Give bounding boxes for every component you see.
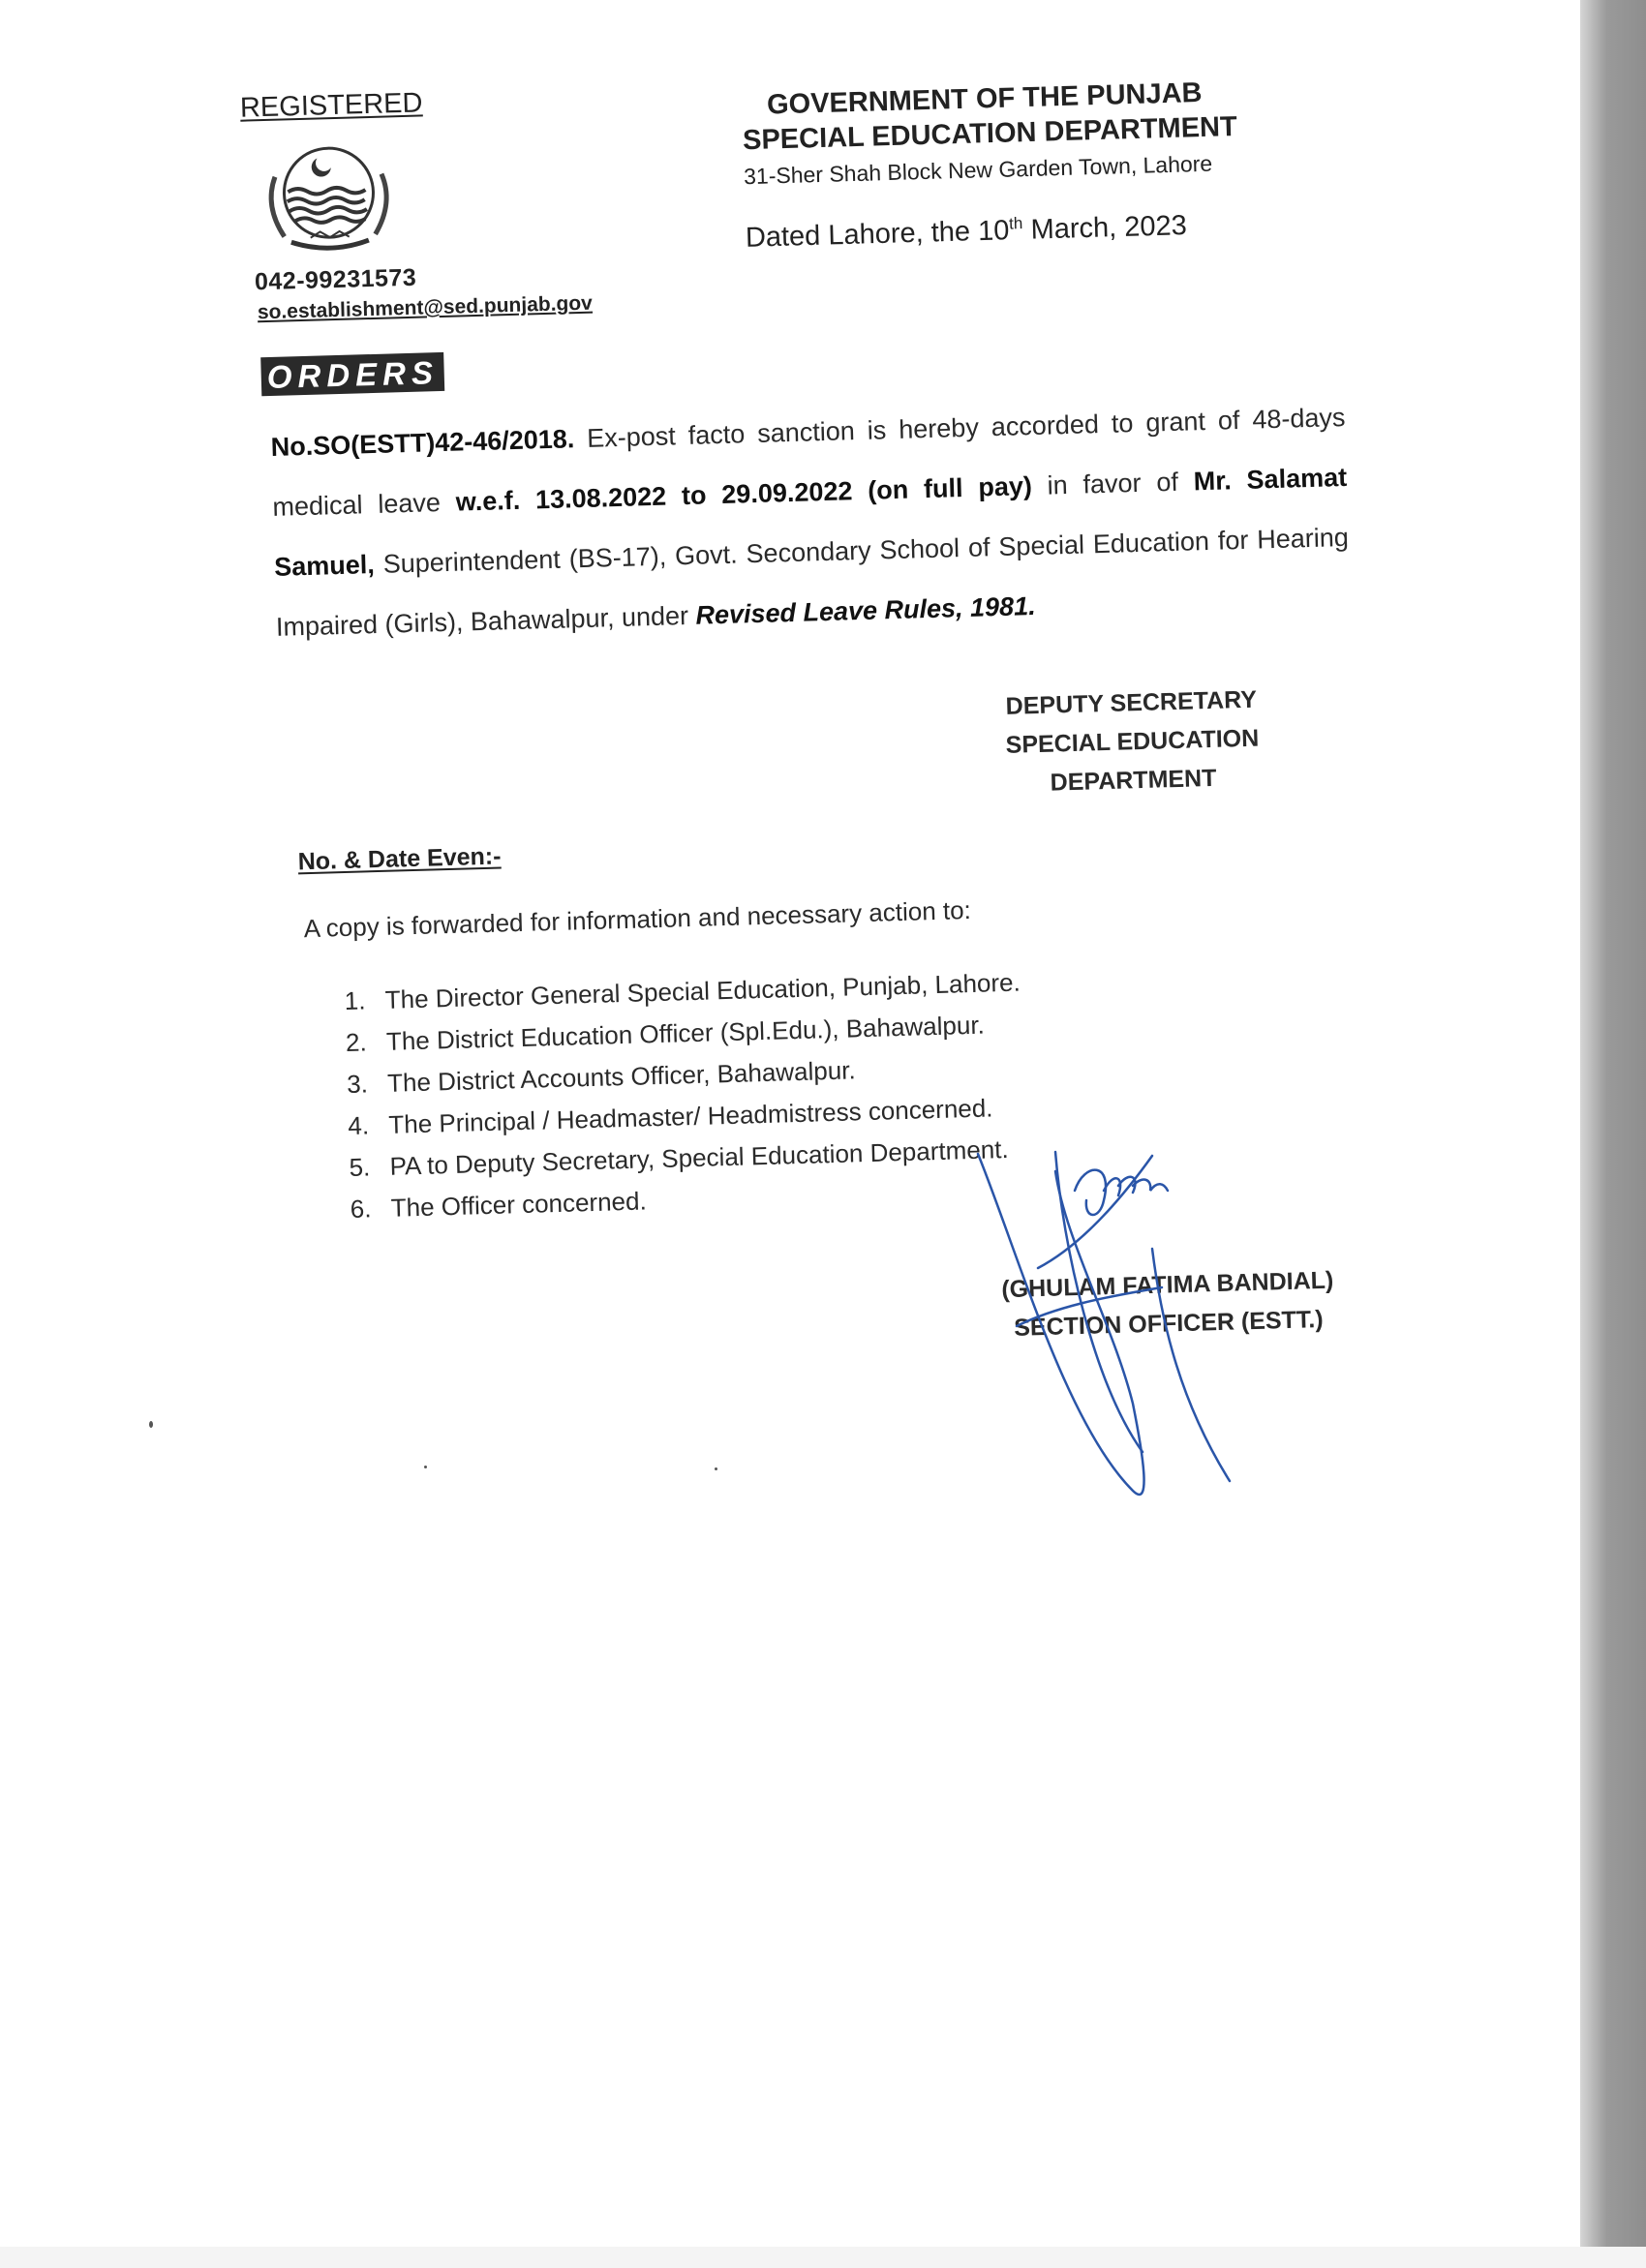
order-reference: No.SO(ESTT)42-46/2018.	[270, 424, 575, 462]
endorsement-title: No. & Date Even:-	[297, 842, 502, 876]
email-address: so.establishment@sed.punjab.gov	[257, 291, 594, 324]
leave-dates: w.e.f. 13.08.2022 to 29.09.2022 (on full pay)	[455, 471, 1033, 517]
list-number: 4.	[347, 1110, 370, 1140]
list-number: 1.	[344, 985, 366, 1016]
department-address: 31-Sher Shah Block New Garden Town, Lahore	[743, 150, 1213, 190]
phone-number: 042-99231573	[254, 263, 417, 296]
officer-designation: SECTION OFFICER (ESTT.)	[1013, 1305, 1324, 1342]
deputy-line-1: DEPUTY SECRETARY	[1005, 685, 1258, 720]
recipient-text: The Principal / Headmaster/ Headmistress concerned.	[387, 1093, 993, 1139]
handwritten-signature	[959, 1133, 1249, 1520]
recipient-text: PA to Deputy Secretary, Special Education Department.	[389, 1134, 1010, 1181]
department-title: SPECIAL EDUCATION DEPARTMENT	[742, 110, 1238, 157]
government-title: GOVERNMENT OF THE PUNJAB	[766, 76, 1203, 121]
deputy-line-3: DEPARTMENT	[1050, 764, 1217, 797]
order-paragraph	[270, 387, 1351, 657]
order-text-3: Superintendent (BS-17), Govt. Secondary School of Special Education for Hearing Impaired (Girls), Bahawalpur, under	[275, 522, 1350, 642]
orders-heading: ORDERS	[260, 352, 444, 396]
list-number: 5.	[349, 1152, 371, 1182]
date-suffix: March, 2023	[1022, 210, 1188, 246]
date-line	[745, 209, 1187, 254]
date-prefix: Dated Lahore, the 10	[745, 215, 1010, 254]
list-number: 2.	[345, 1027, 368, 1058]
scan-speck	[715, 1467, 717, 1470]
deputy-secretary-block	[1004, 680, 1261, 803]
recipient-text: The Officer concerned.	[390, 1186, 648, 1223]
deputy-line-2: SPECIAL EDUCATION	[1005, 724, 1260, 759]
recipient-text: The District Education Officer (Spl.Edu.), Bahawalpur.	[385, 1010, 986, 1056]
recipient-text: The Director General Special Education, Punjab, Lahore.	[384, 967, 1021, 1014]
list-number: 3.	[346, 1069, 369, 1100]
officer-name: (GHULAM FATIMA BANDIAL)	[1000, 1266, 1334, 1304]
scan-speck	[149, 1421, 153, 1428]
date-ordinal: th	[1008, 214, 1023, 233]
recipient-list	[344, 962, 1026, 1230]
order-text-2: in favor of	[1031, 467, 1195, 501]
order-text-1: Ex-post facto sanction is hereby accorded to grant of 48-days medical leave	[272, 402, 1346, 522]
recipient-text: The District Accounts Officer, Bahawalpur.	[386, 1055, 857, 1098]
registered-label: REGISTERED	[239, 87, 423, 124]
employee-name: Mr. Salamat Samuel,	[273, 462, 1348, 582]
endorsement-intro: A copy is forwarded for information and necessary action to:	[303, 894, 972, 944]
list-number: 6.	[350, 1194, 372, 1224]
scan-speck	[424, 1466, 427, 1468]
leave-rules: Revised Leave Rules, 1981.	[695, 590, 1037, 630]
punjab-emblem-icon	[255, 135, 403, 259]
